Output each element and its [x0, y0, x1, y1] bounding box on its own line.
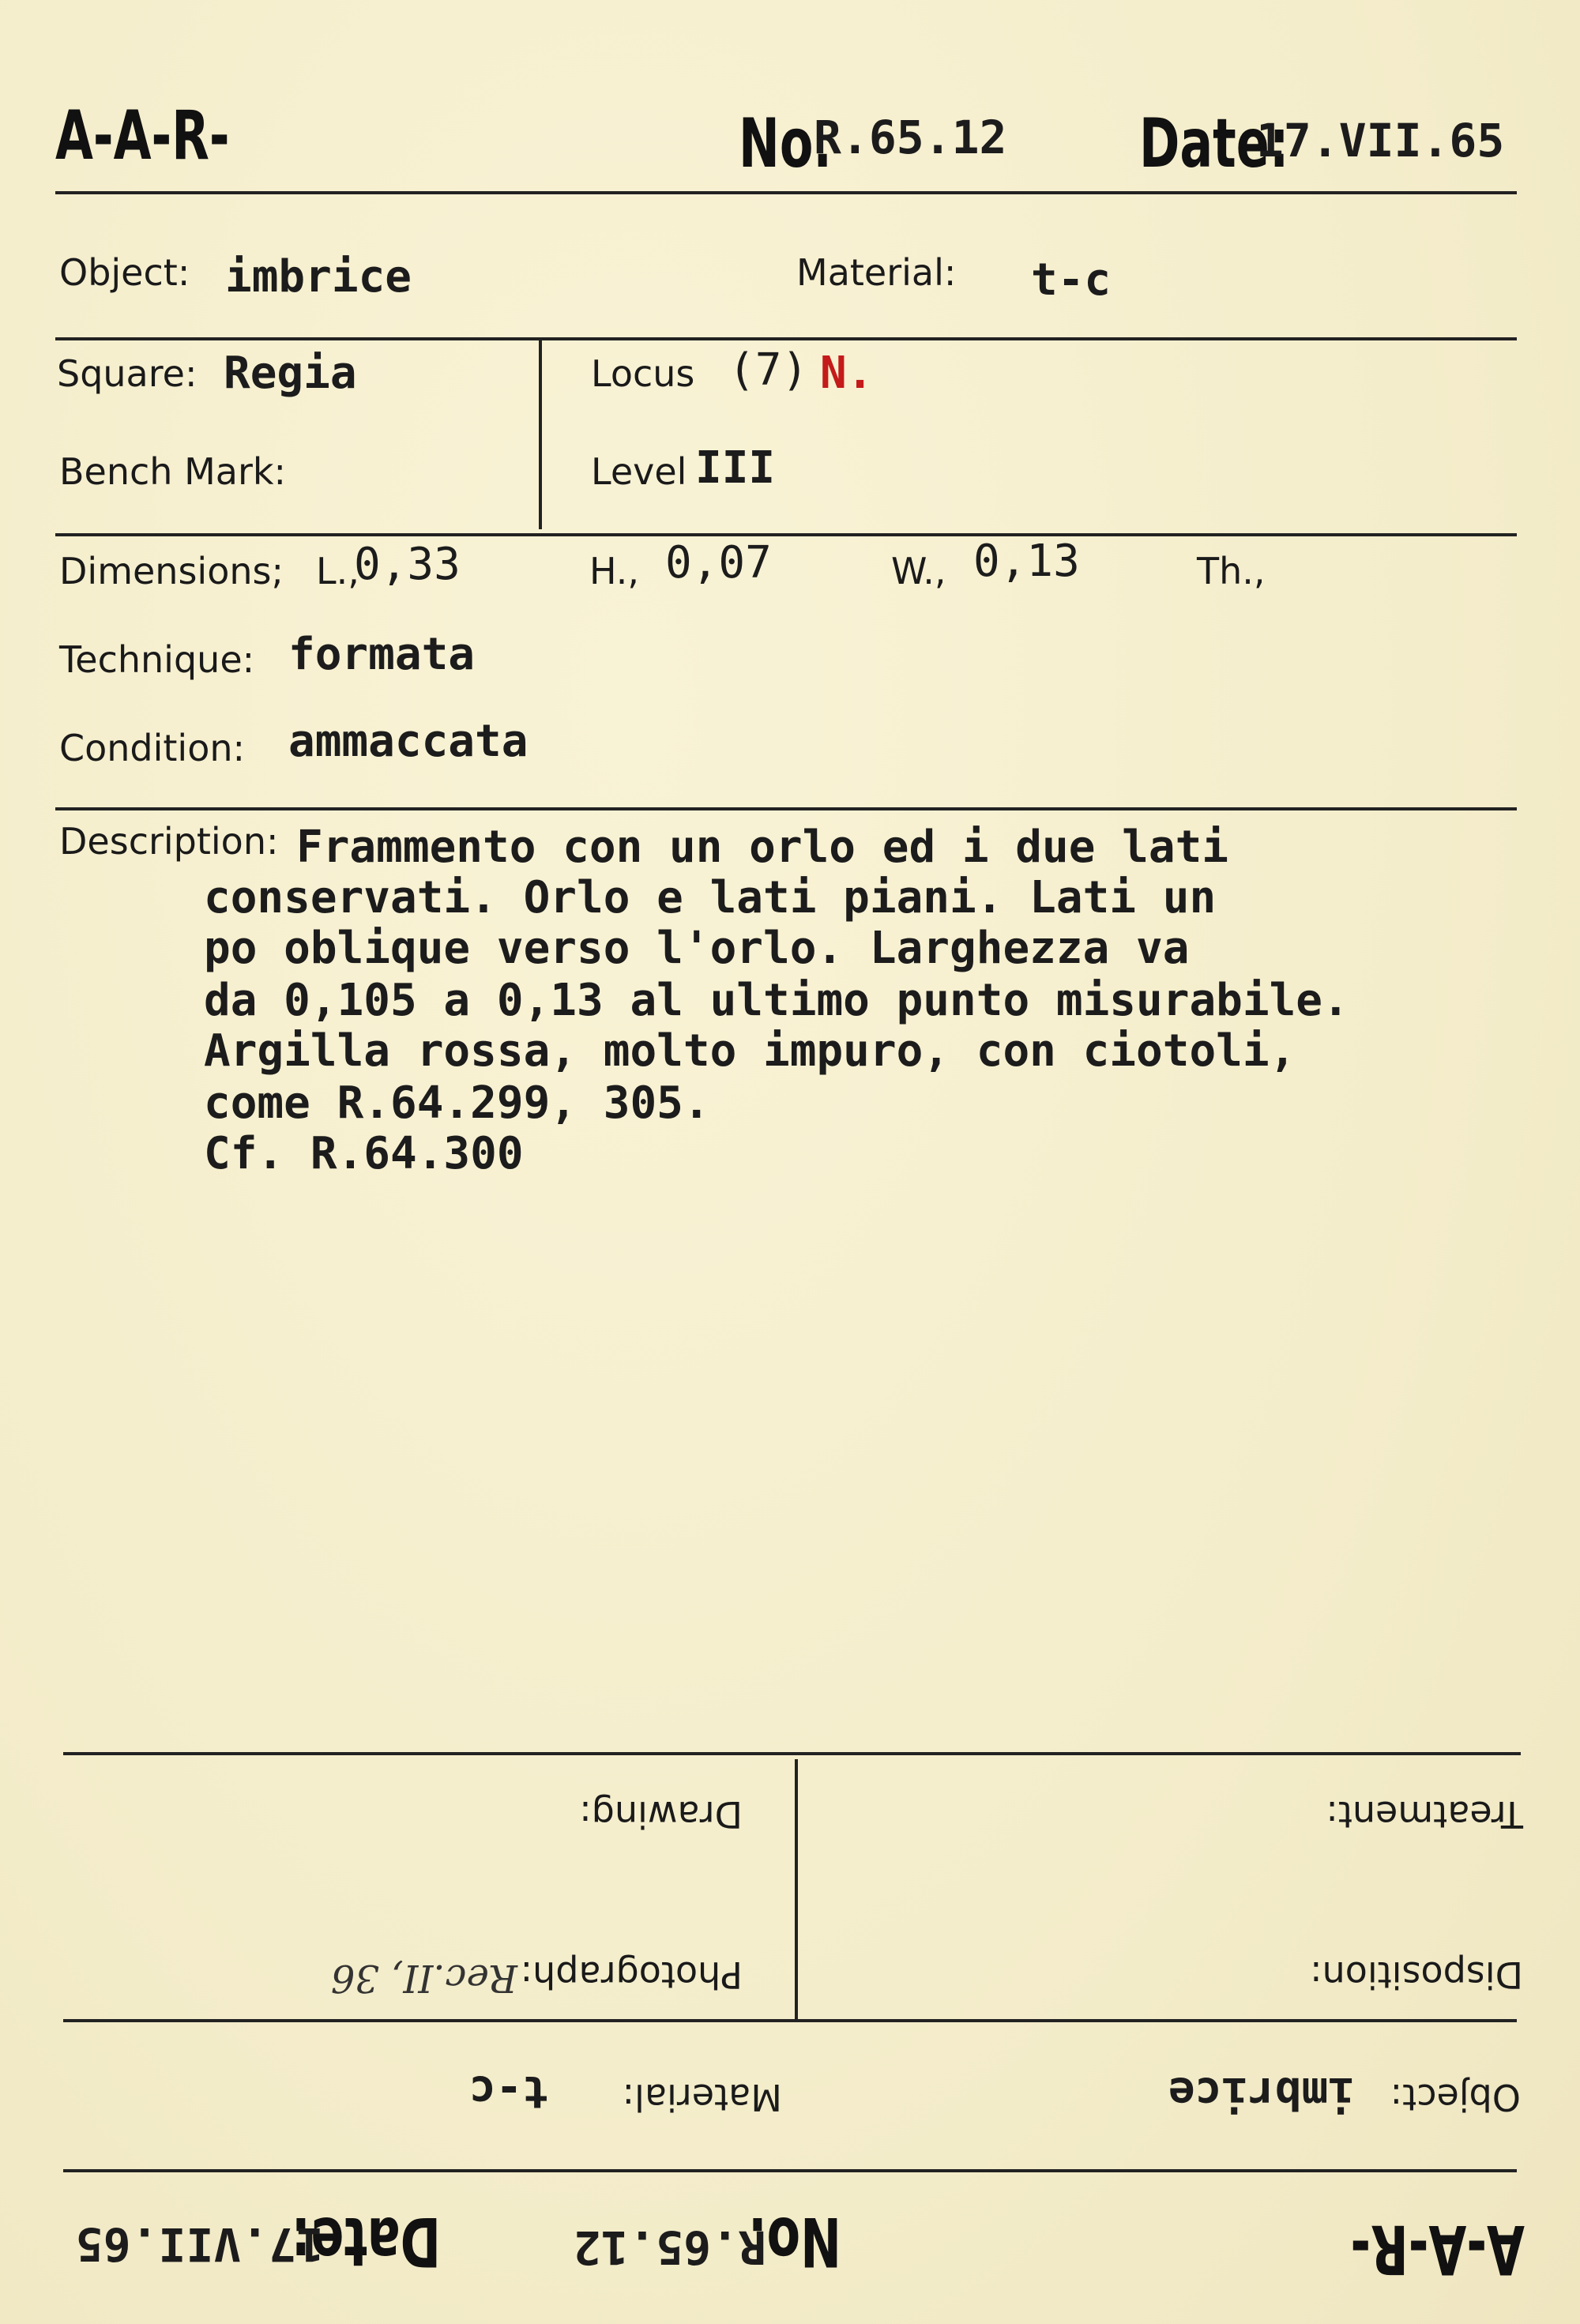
description-line: conservati. Orlo e lati piani. Lati un: [204, 872, 1217, 923]
bench-mark-label: Bench Mark:: [59, 450, 287, 493]
square-label: Square:: [57, 352, 198, 395]
description-line: come R.64.299, 305.: [204, 1077, 710, 1129]
object-value: imbrice: [225, 251, 412, 303]
description-label: Description:: [59, 820, 279, 863]
height-label: H.,: [589, 550, 640, 592]
header-rule: [55, 191, 1517, 194]
rule-object: [55, 337, 1517, 340]
drawing-label: Drawing:: [579, 1793, 743, 1836]
reverse-section: [0, 1145, 1580, 2324]
reverse-divider: [795, 1759, 798, 2020]
condition-value: ammaccata: [288, 716, 529, 767]
length-label: L.,: [316, 550, 359, 592]
locus-label: Locus: [591, 352, 695, 395]
width-value: 0,13: [973, 536, 1080, 587]
reverse-number-value: R.65.12: [573, 2221, 766, 2274]
level-label: Level: [591, 450, 687, 493]
photograph-value: Rec.II, 36: [330, 1956, 517, 2000]
description-line: Argilla rossa, molto impuro, con ciotoli,: [204, 1025, 1296, 1077]
number-value: R.65.12: [814, 111, 1007, 164]
photograph-label: Photograph:: [520, 1954, 743, 1996]
reverse-object-label: Object:: [1390, 2076, 1521, 2119]
thickness-label: Th.,: [1197, 550, 1266, 592]
card-code: A-A-R-: [55, 96, 230, 175]
level-value: III: [695, 442, 776, 494]
number-label: No.: [739, 104, 832, 183]
condition-label: Condition:: [59, 727, 246, 769]
reverse-rule-bottom: [63, 1752, 1521, 1755]
reverse-material-label: Material:: [622, 2076, 782, 2119]
description-line: da 0,105 a 0,13 al ultimo punto misurabile.: [204, 975, 1349, 1026]
material-label: Material:: [796, 251, 957, 294]
reverse-number-label: No.: [748, 2202, 841, 2281]
rule-level: [55, 533, 1517, 536]
length-value: 0,33: [354, 539, 461, 590]
height-value: 0,07: [665, 537, 772, 589]
treatment-label: Treatment:: [1326, 1793, 1523, 1836]
disposition-label: Disposition:: [1310, 1954, 1523, 1996]
rule-condition: [55, 807, 1517, 810]
locus-value: (7): [728, 344, 809, 396]
square-divider: [539, 340, 542, 529]
technique-value: formata: [288, 629, 476, 680]
locus-mark: N.: [820, 348, 874, 399]
width-label: W.,: [891, 550, 946, 592]
object-label: Object:: [59, 251, 190, 294]
reverse-rule-object: [63, 2019, 1517, 2022]
reverse-date-value: 17.VII.65: [75, 2217, 324, 2271]
dimensions-label: Dimensions;: [59, 550, 284, 592]
reverse-card-code: A-A-R-: [1350, 2209, 1525, 2288]
square-value: Regia: [224, 348, 357, 399]
description-line: Cf. R.64.300: [204, 1128, 524, 1179]
reverse-date-label: Date:: [291, 2202, 441, 2281]
description-line: Frammento con un orlo ed i due lati: [296, 822, 1229, 873]
reverse-material-value: t-c: [468, 2066, 549, 2117]
date-value: 17.VII.65: [1256, 114, 1505, 167]
reverse-header-rule: [63, 2169, 1517, 2172]
description-line: po oblique verso l'orlo. Larghezza va: [204, 923, 1190, 974]
reverse-object-value: imbrice: [1168, 2067, 1355, 2119]
material-value: t-c: [1031, 254, 1112, 306]
date-label: Date:: [1139, 104, 1289, 183]
technique-label: Technique:: [59, 638, 255, 681]
